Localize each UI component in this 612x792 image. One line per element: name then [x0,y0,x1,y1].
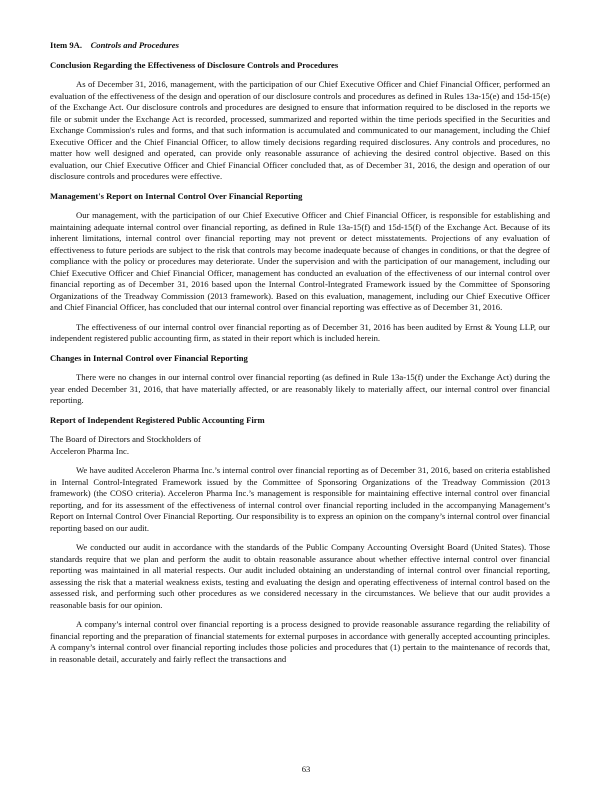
addressee-line-1: The Board of Directors and Stockholders of [50,434,201,444]
auditor-report-paragraph-2: We conducted our audit in accordance with the standards of the Public Company Accounting Oversight Board (United States). Those standards require that we plan and perform the audit to obtain reasonable assurance about whether effective internal control over financial reporting was maintained in all material respects. Our audit included obtaining an understanding of internal control over financial reporting, assessing the risk that a material weakness exists, testing and evaluating the design and operating effectiveness of internal control based on the assessed risk, and performing such other procedures as we considered necessary in the circumstances. We believe that our audit provides a reasonable basis for our opinion. [50,542,550,610]
addressee-line-2: Acceleron Pharma Inc. [50,445,129,456]
page-number: 63 [301,764,311,774]
auditor-report-paragraph-1: We have audited Acceleron Pharma Inc.’s internal control over financial reporting as of December 31, 2016, based on criteria established in Internal Control-Integrated Framework issued by the Committee of Sponsoring Organizations of the Treadway Commission (2013 framework) (the COSO criteria). Acceleron Pharma Inc.’s management is responsible for maintaining effective internal control over financial reporting, and for its assessment of the effectiveness of internal control over financial reporting included in the accompanying Management’s Report on Internal Control Over Financial Reporting. Our responsibility is to express an opinion on the company’s internal control over financial reporting based on our audit. [50,465,550,533]
document-page [50,40,550,665]
management-report-heading: Management's Report on Internal Control Over Financial Reporting [50,190,303,201]
item-number: Item 9A. [50,40,82,50]
management-report-paragraph-2: The effectiveness of our internal control over financial reporting as of December 31, 2016 has been audited by Ernst & Young LLP, our independent registered public accounting firm, as stated in their report which is included herein. [50,321,550,343]
item-title: Controls and Procedures [90,40,179,50]
item-heading [50,40,550,52]
auditor-report-paragraph-3: A company’s internal control over financial reporting is a process designed to provide reasonable assurance regarding the reliability of financial reporting and the preparation of financial statements for external purposes in accordance with generally accepted accounting principles. A company’s internal control over financial reporting includes those policies and procedures that (1) pertain to the maintenance of records that, in reasonable detail, accurately and fairly reflect the transactions and [50,619,550,664]
changes-heading: Changes in Internal Control over Financial Reporting [50,352,248,363]
disclosure-heading: Conclusion Regarding the Effectiveness of Disclosure Controls and Procedures [50,59,339,70]
management-report-paragraph-1: Our management, with the participation of our Chief Executive Officer and Chief Financial Officer, is responsible for establishing and maintaining adequate internal control over financial reporting, as defined in Rule 13a-15(f) and 15d-15(f) of the Exchange Act. Because of its inherent limitations, internal control over financial reporting may not prevent or detect misstatements. Projections of any evaluation of effectiveness to future periods are subject to the risk that controls may become inadequate because of changes in conditions, or that the degree of compliance with the policy or procedures may deteriorate. Under the supervision and with the participation of our management, including our Chief Executive Officer and Chief Financial Officer, management has conducted an evaluation of the effectiveness of our internal control over financial reporting as of December 31, 2016 based upon the Internal Control-Integrated Framework issued by the Committee of Sponsoring Organizations of the Treadway Commission (2013 framework). Based on this evaluation, management, including our Chief Executive Officer and Chief Financial Officer, has concluded that our internal control over financial reporting was effective as of December 31, 2016. [50,210,550,312]
changes-paragraph-1: There were no changes in our internal control over financial reporting (as defined in Rule 13a-15(f) under the Exchange Act) during the year ended December 31, 2016, that have materially affected, or are reasonably likely to materially affect, our internal control over financial reporting. [50,372,550,405]
disclosure-paragraph-1: As of December 31, 2016, management, with the participation of our Chief Executive Officer and Chief Financial Officer, performed an evaluation of the effectiveness of the design and operation of our disclosure controls and procedures as defined in Rules 13a-15(e) and 15d-15(e) of the Exchange Act. Our disclosure controls and procedures are designed to ensure that information required to be disclosed in the reports we file or submit under the Exchange Act is recorded, processed, summarized and reported within the time periods specified in the Securities and Exchange Commission's rules and forms, and that such information is accumulated and communicated to our management, including the Chief Executive Officer and the Chief Financial Officer, to allow timely decisions regarding required disclosures. Any controls and procedures, no matter how well designed and operated, can provide only reasonable assurance of achieving the desired control objective. Based on this evaluation, our Chief Executive Officer and Chief Financial Officer concluded that, as of December 31, 2016, the design and operation of our disclosure controls and procedures were effective. [50,79,550,181]
auditor-report-heading: Report of Independent Registered Public Accounting Firm [50,414,265,425]
